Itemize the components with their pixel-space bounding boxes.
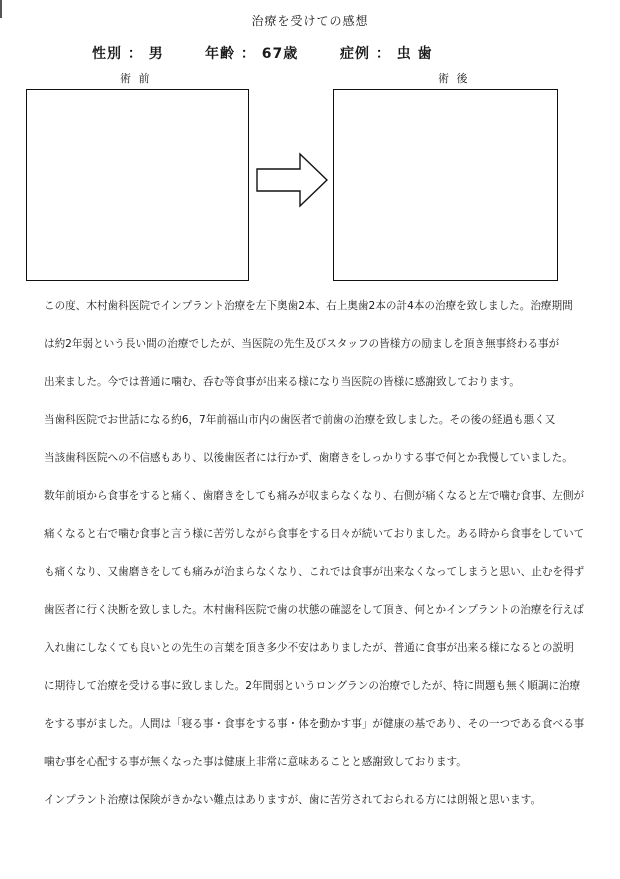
right-arrow-icon xyxy=(256,152,328,208)
after-label: 術 後 xyxy=(438,72,470,85)
before-photo-frame xyxy=(26,89,249,281)
document-title: 治療を受けての感想 xyxy=(251,14,369,28)
patient-sex: 性別 ： 男 xyxy=(92,46,164,62)
body-line: は約2年弱という長い間の治療でしたが、当医院の先生及びスタッフの皆様方の励ましを頂き無事終わる事が xyxy=(44,338,560,350)
testimonial-body xyxy=(44,300,604,832)
patient-age: 年齢 ： 67歳 xyxy=(205,46,299,62)
body-line: 歯医者に行く決断を致しました。木村歯科医院で歯の状態の確認をして頂き、何とかインプラントの治療を行えば xyxy=(44,604,584,616)
body-line: をする事がました。人間は「寝る事・食事をする事・体を動かす事」が健康の基であり、その一つである食べる事 xyxy=(44,718,585,730)
body-line: インプラント治療は保険がきかない難点はありますが、歯に苦労されておられる方には朗報と思います。 xyxy=(44,794,542,806)
body-line: 当該歯科医院への不信感もあり、以後歯医者には行かず、歯磨きをしっかりする事で何とか我慢していました。 xyxy=(44,452,573,464)
body-line: 数年前頃から食事をすると痛く、歯磨きをしても痛みが収まらなくなり、右側が痛くなると左で噛む食事、左側が xyxy=(44,490,585,502)
patient-case: 症例 ： 虫 歯 xyxy=(340,46,433,62)
body-line: 痛くなると右で噛む食事と言う様に苦労しながら食事をする日々が続いておりました。ある時から食事をしていて xyxy=(44,528,585,540)
body-line: 噛む事を心配する事が無くなった事は健康上非常に意味あることと感謝致しております。 xyxy=(44,756,467,768)
body-line: 出来ました。今では普通に噛む、呑む等食事が出来る様になり当医院の皆様に感謝致しております。 xyxy=(44,376,520,388)
after-photo-frame xyxy=(333,89,558,281)
body-line: 入れ歯にしなくても良いとの先生の言葉を頂き多少不安はありましたが、普通に食事が出来る様になるとの説明 xyxy=(44,642,574,654)
body-line: に期待して治療を受ける事に致しました。2年間弱というロングランの治療でしたが、特に問題も無く順調に治療 xyxy=(44,680,581,692)
body-line: この度、木村歯科医院でインプラント治療を左下奥歯2本、右上奥歯2本の計4本の治療を致しました。治療期間 xyxy=(44,300,573,312)
body-line: も痛くなり、又歯磨きをしても痛みが治まらなくなり、これでは食事が出来なくなってしまうと思い、止むを得ず xyxy=(44,566,585,578)
body-line: 当歯科医院でお世話になる約6，7年前福山市内の歯医者で前歯の治療を致しました。その後の経過も悪く又 xyxy=(44,414,556,426)
before-label: 術 前 xyxy=(120,72,152,85)
